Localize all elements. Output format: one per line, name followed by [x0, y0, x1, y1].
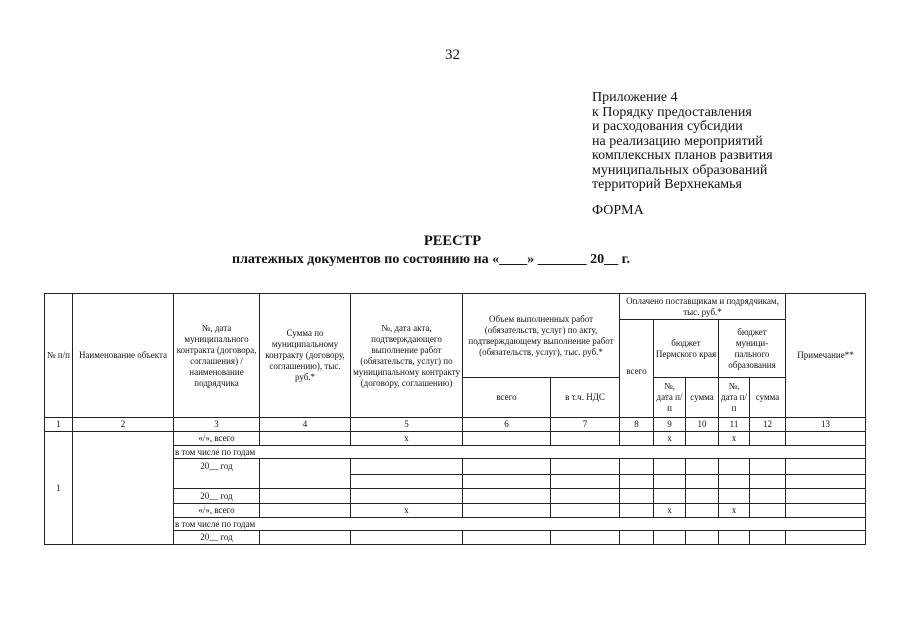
page-number: 32: [445, 47, 460, 63]
x-mark: х: [654, 432, 686, 446]
column-number-row: [45, 418, 866, 432]
appendix-line: и расходования субсидии: [592, 119, 743, 134]
header-object-name: Наименование объекта: [73, 294, 174, 418]
header-volume-total: всего: [463, 378, 551, 418]
x-mark: х: [719, 432, 750, 446]
header-contract-sum: Сумма по муниципальному контракту (договору, соглашению), тыс. руб.*: [260, 294, 351, 418]
header-volume-vat: в т.ч. НДС: [551, 378, 620, 418]
column-number: 3: [174, 418, 260, 432]
year-label: 20__ год: [174, 531, 260, 545]
header-note: Примечание**: [786, 294, 866, 418]
header-perm-num-date: №, дата п/п: [654, 378, 686, 418]
appendix-line: территорий Верхнекамья: [592, 177, 742, 192]
column-number: 2: [73, 418, 174, 432]
column-number: 10: [686, 418, 719, 432]
header-paid: Оплачено поставщикам и подрядчикам, тыс. руб.*: [620, 294, 786, 320]
appendix-line: к Порядку предоставления: [592, 104, 752, 120]
column-number: 11: [719, 418, 750, 432]
form-label: ФОРМА: [592, 203, 644, 218]
act-mark: х: [351, 432, 463, 446]
column-number: 5: [351, 418, 463, 432]
year-label: 20__ год: [174, 459, 260, 489]
column-number: 9: [654, 418, 686, 432]
column-number: 13: [786, 418, 866, 432]
column-number: 1: [45, 418, 73, 432]
header-volume: Объем выполненных работ (обязательств, услуг) по акту, подтверждающему выполнение работ (обязательств, услуг), тыс. руб.*: [463, 294, 620, 378]
appendix-line: комплексных планов развития: [592, 148, 773, 163]
document-subtitle: платежных документов по состоянию на «____» _______ 20__ г.: [232, 252, 630, 267]
act-mark: х: [351, 504, 463, 518]
column-number: 6: [463, 418, 551, 432]
header-muni-sum: сумма: [750, 378, 786, 418]
header-perm-budget: бюджет Пермского края: [654, 320, 719, 378]
appendix-line: муниципальных образований: [592, 162, 768, 178]
by-years-label: в том числе по годам: [174, 446, 866, 459]
document-title: РЕЕСТР: [423, 233, 482, 249]
x-mark: х: [654, 504, 686, 518]
appendix-line: Приложение 4: [592, 90, 678, 105]
registry-table: [44, 293, 866, 545]
column-number: 4: [260, 418, 351, 432]
header-contract: №, дата муниципального контракта (договора, соглашения) / наименование подрядчика: [174, 294, 260, 418]
object-total-label: «/», всего: [174, 432, 260, 446]
column-number: 8: [620, 418, 654, 432]
header-muni-num-date: №, дата п/п: [719, 378, 750, 418]
table-row: [45, 432, 866, 446]
header-muni-budget: бюджет муници- пального образования: [719, 320, 786, 378]
x-mark: х: [719, 504, 750, 518]
column-number: 7: [551, 418, 620, 432]
group-number: 1: [45, 432, 73, 545]
appendix-line: на реализацию мероприятий: [592, 133, 763, 149]
by-years-label: в том числе по годам: [174, 518, 866, 531]
object-name-cell: [73, 432, 174, 545]
year-label: 20__ год: [174, 489, 260, 504]
header-num: № п/п: [45, 294, 73, 418]
header-perm-sum: сумма: [686, 378, 719, 418]
header-paid-total: всего: [620, 320, 654, 418]
column-number: 12: [750, 418, 786, 432]
header-act: №, дата акта, подтверждающего выполнение работ (обязательств, услуг) по муниципальному контракту (договору, соглашению): [351, 294, 463, 418]
appendix-block: [592, 91, 773, 193]
object-total-label: «/», всего: [174, 504, 260, 518]
